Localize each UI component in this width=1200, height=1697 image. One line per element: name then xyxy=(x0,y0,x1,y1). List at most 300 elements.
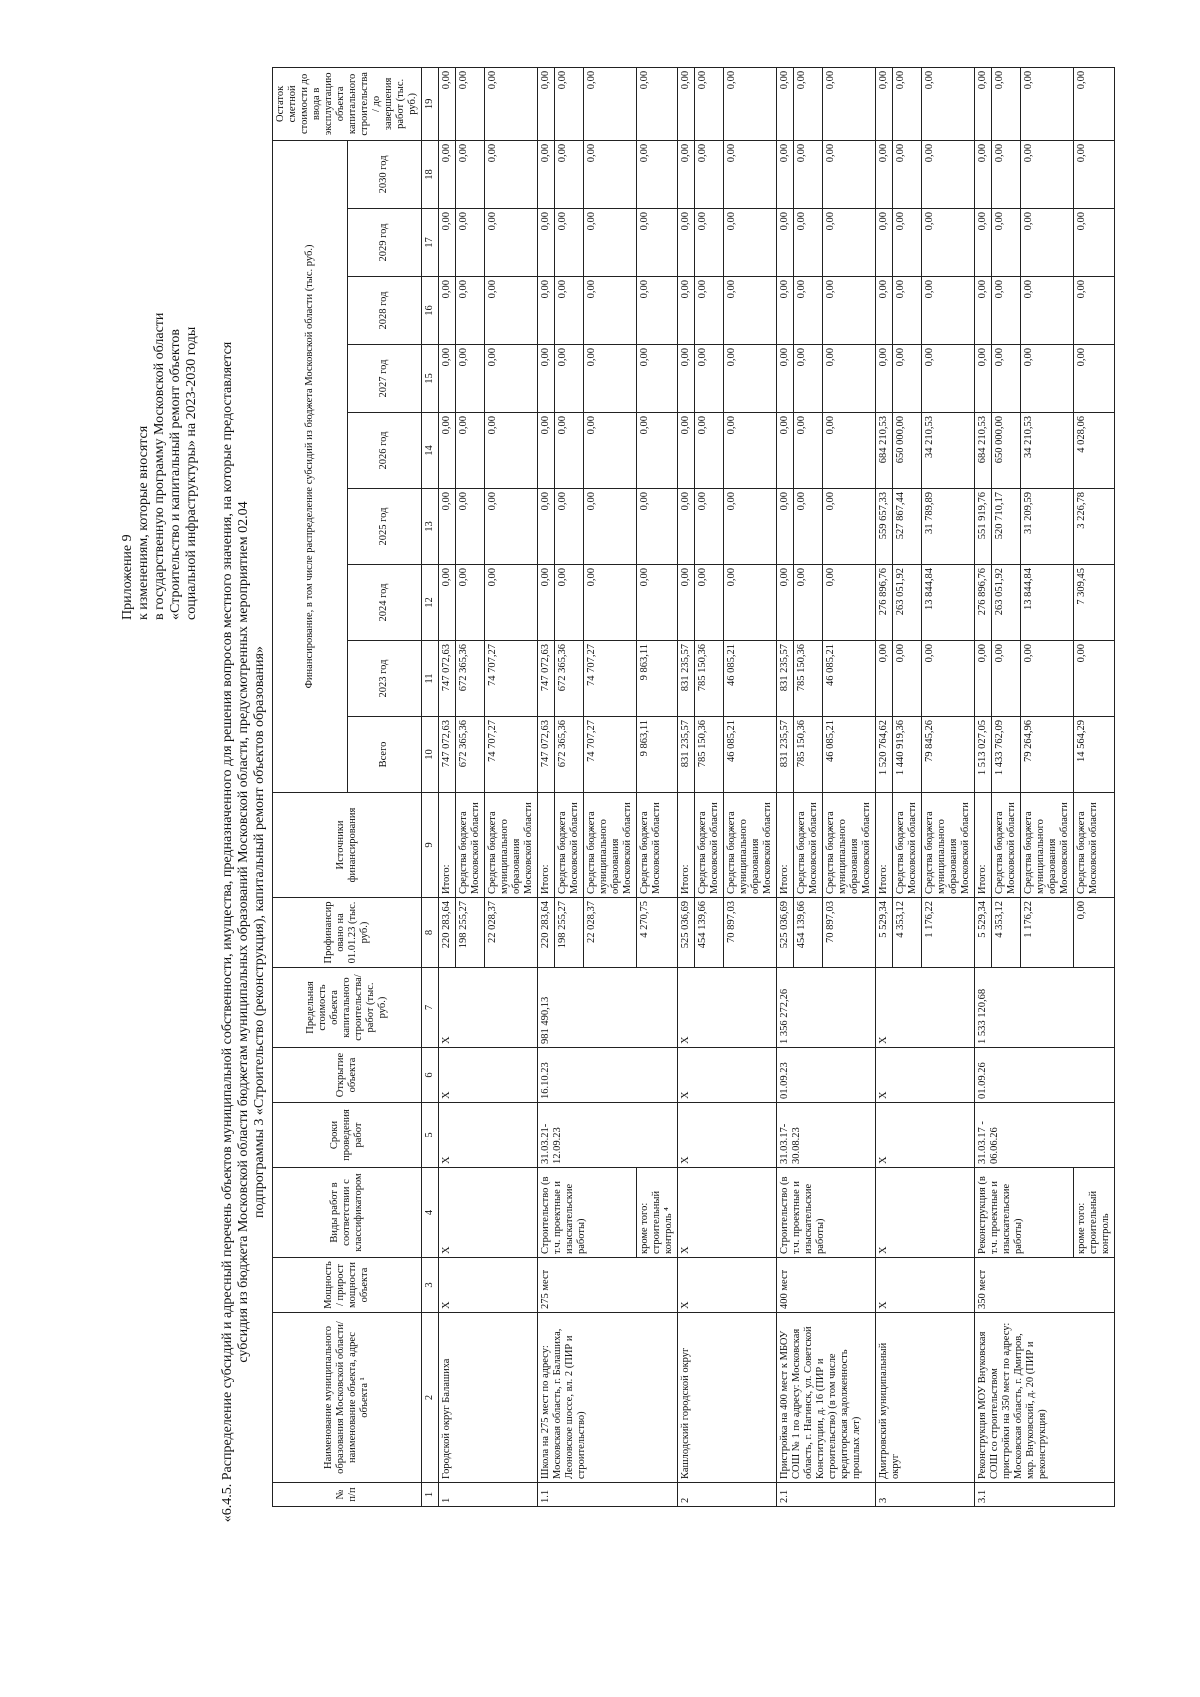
cell-value: 0,00 xyxy=(538,489,555,565)
cell-value: 0,00 xyxy=(893,67,922,140)
cell-value: 0,00 xyxy=(1021,209,1074,277)
col-index: 4 xyxy=(422,1168,439,1258)
cell-value: 0,00 xyxy=(678,140,695,208)
cell-value: 0,00 xyxy=(876,277,893,345)
cell-value: 0,00 xyxy=(439,565,456,641)
appendix-line: к изменениям, которые вносятся xyxy=(136,425,151,620)
row-opening: Х xyxy=(439,1048,538,1103)
cell-value: 0,00 xyxy=(777,277,794,345)
row-source: Итого: xyxy=(876,793,893,898)
cell-value: 0,00 xyxy=(555,67,584,140)
title-line: подпрограммы 3 «Строительство (реконструкция), капитальный ремонт объектов образования» xyxy=(252,646,267,1218)
row-financed: 22 028,37 xyxy=(485,898,538,968)
cell-value: 0,00 xyxy=(538,140,555,208)
cell-value: 0,00 xyxy=(893,277,922,345)
cell-value: 0,00 xyxy=(485,140,538,208)
row-work-type: Х xyxy=(678,1168,777,1258)
cell-value: 74 707,27 xyxy=(584,717,637,793)
row-financed: 1 176,22 xyxy=(922,898,975,968)
row-max-cost: 1 356 272,26 xyxy=(777,968,876,1048)
cell-value: 0,00 xyxy=(538,565,555,641)
cell-value: 0,00 xyxy=(724,345,777,413)
cell-value: 0,00 xyxy=(777,67,794,140)
cell-value: 0,00 xyxy=(777,140,794,208)
row-source: Средства бюджета муниципального образования Московской области xyxy=(922,793,975,898)
cell-value: 0,00 xyxy=(876,209,893,277)
row-financed: 5 529,34 xyxy=(876,898,893,968)
cell-value: 0,00 xyxy=(584,209,637,277)
col-index: 5 xyxy=(422,1103,439,1168)
header-sources: Источники финансирования xyxy=(273,793,422,898)
row-name: Городской округ Балашиха xyxy=(439,1313,538,1483)
cell-value: 0,00 xyxy=(637,140,678,208)
cell-value: 0,00 xyxy=(724,413,777,489)
row-capacity: Х xyxy=(876,1258,975,1313)
cell-value: 9 863,11 xyxy=(637,641,678,717)
cell-value: 46 085,21 xyxy=(823,717,876,793)
cell-value: 559 657,33 xyxy=(876,489,893,565)
row-source: Средства бюджета Московской области xyxy=(637,793,678,898)
cell-value: 747 072,63 xyxy=(538,641,555,717)
cell-value: 0,00 xyxy=(439,413,456,489)
row-financed: 1 176,22 xyxy=(1021,898,1074,968)
cell-value: 0,00 xyxy=(439,209,456,277)
cell-value: 684 210,53 xyxy=(876,413,893,489)
cell-value: 0,00 xyxy=(1074,67,1115,140)
row-max-cost: Х xyxy=(678,968,777,1048)
cell-value: 0,00 xyxy=(695,140,724,208)
row-work-type: Строительство (в т.ч. проектные и изыскательские работы) xyxy=(538,1168,637,1258)
cell-value: 0,00 xyxy=(584,67,637,140)
cell-value: 0,00 xyxy=(823,489,876,565)
cell-value: 0,00 xyxy=(992,345,1021,413)
row-num: 1 xyxy=(439,1483,538,1507)
cell-value: 0,00 xyxy=(485,489,538,565)
cell-value: 650 000,00 xyxy=(992,413,1021,489)
cell-value: 0,00 xyxy=(678,277,695,345)
column-index-row xyxy=(422,67,439,1506)
cell-value: 0,00 xyxy=(555,489,584,565)
row-source: Средства бюджета Московской области xyxy=(893,793,922,898)
header-year: 2025 год xyxy=(347,489,422,565)
cell-value: 1 433 762,09 xyxy=(992,717,1021,793)
cell-value: 14 564,29 xyxy=(1074,717,1115,793)
row-financed: 5 529,34 xyxy=(975,898,992,968)
row-capacity: 275 мест xyxy=(538,1258,678,1313)
cell-value: 0,00 xyxy=(637,489,678,565)
cell-value: 831 235,57 xyxy=(678,717,695,793)
cell-value: 0,00 xyxy=(456,345,485,413)
cell-value: 0,00 xyxy=(637,209,678,277)
cell-value: 276 896,76 xyxy=(975,565,992,641)
cell-value: 0,00 xyxy=(695,345,724,413)
col-index: 6 xyxy=(422,1048,439,1103)
cell-value: 0,00 xyxy=(823,277,876,345)
table-row xyxy=(876,67,893,1506)
cell-value: 0,00 xyxy=(538,277,555,345)
cell-value: 520 710,17 xyxy=(992,489,1021,565)
col-index: 8 xyxy=(422,898,439,968)
cell-value: 0,00 xyxy=(893,345,922,413)
cell-value: 672 365,36 xyxy=(555,717,584,793)
table-row xyxy=(439,67,456,1506)
cell-value: 0,00 xyxy=(1074,277,1115,345)
cell-value: 747 072,63 xyxy=(439,717,456,793)
row-source: Итого: xyxy=(678,793,695,898)
cell-value: 0,00 xyxy=(456,209,485,277)
cell-value: 0,00 xyxy=(456,413,485,489)
row-name: Дмитровский муниципальный округ xyxy=(876,1313,975,1483)
cell-value: 276 896,76 xyxy=(876,565,893,641)
cell-value: 0,00 xyxy=(794,565,823,641)
cell-value: 0,00 xyxy=(1021,345,1074,413)
cell-value: 551 919,76 xyxy=(975,489,992,565)
title-line: субсидия из бюджета Московской области бюджетам муниципальных образований Московской области, предусмотренных мероприятием 02.04 xyxy=(236,501,251,1363)
row-opening: Х xyxy=(876,1048,975,1103)
cell-value: 0,00 xyxy=(485,345,538,413)
row-max-cost: 981 490,13 xyxy=(538,968,678,1048)
row-source: Средства бюджета муниципального образования Московской области xyxy=(823,793,876,898)
cell-value: 0,00 xyxy=(794,489,823,565)
cell-value: 0,00 xyxy=(584,413,637,489)
cell-value: 0,00 xyxy=(724,67,777,140)
cell-value: 672 365,36 xyxy=(456,717,485,793)
row-max-cost: 1 533 120,68 xyxy=(975,968,1115,1048)
row-financed: 198 255,27 xyxy=(555,898,584,968)
row-capacity: Х xyxy=(439,1258,538,1313)
cell-value: 0,00 xyxy=(637,345,678,413)
cell-value: 0,00 xyxy=(584,565,637,641)
cell-value: 0,00 xyxy=(794,277,823,345)
row-max-cost: Х xyxy=(876,968,975,1048)
row-num: 2 xyxy=(678,1483,777,1507)
appendix-line: в государственную программу Московской области xyxy=(152,312,167,620)
row-source: Итого: xyxy=(975,793,992,898)
cell-value: 9 863,11 xyxy=(637,717,678,793)
cell-value: 34 210,53 xyxy=(1021,413,1074,489)
cell-value: 0,00 xyxy=(584,489,637,565)
cell-value: 0,00 xyxy=(695,209,724,277)
row-capacity: 400 мест xyxy=(777,1258,876,1313)
cell-value: 34 210,53 xyxy=(922,413,975,489)
table-row xyxy=(538,67,555,1506)
cell-value: 0,00 xyxy=(695,565,724,641)
cell-value: 672 365,36 xyxy=(456,641,485,717)
header-opening: Открытие объекта xyxy=(273,1048,422,1103)
cell-value: 0,00 xyxy=(538,209,555,277)
header-total: Всего xyxy=(347,717,422,793)
col-index: 15 xyxy=(422,345,439,413)
cell-value: 0,00 xyxy=(794,140,823,208)
cell-value: 0,00 xyxy=(555,140,584,208)
row-opening: 01.09.26 xyxy=(975,1048,1115,1103)
cell-value: 0,00 xyxy=(794,67,823,140)
cell-value: 0,00 xyxy=(584,277,637,345)
cell-value: 263 051,92 xyxy=(992,565,1021,641)
cell-value: 0,00 xyxy=(724,209,777,277)
cell-value: 785 150,36 xyxy=(695,641,724,717)
cell-value: 0,00 xyxy=(922,209,975,277)
row-source: Средства бюджета муниципального образования Московской области xyxy=(1021,793,1074,898)
cell-value: 0,00 xyxy=(584,140,637,208)
header-year: 2026 год xyxy=(347,413,422,489)
cell-value: 0,00 xyxy=(485,67,538,140)
appendix-line: «Строительство и капитальный ремонт объектов xyxy=(168,328,183,620)
cell-value: 0,00 xyxy=(456,277,485,345)
cell-value: 0,00 xyxy=(555,413,584,489)
cell-value: 0,00 xyxy=(1074,140,1115,208)
cell-value: 0,00 xyxy=(456,67,485,140)
row-terms: Х xyxy=(678,1103,777,1168)
row-financed: 454 139,66 xyxy=(695,898,724,968)
cell-value: 74 707,27 xyxy=(485,717,538,793)
cell-value: 0,00 xyxy=(975,140,992,208)
cell-value: 0,00 xyxy=(922,140,975,208)
header-year: 2023 год xyxy=(347,641,422,717)
cell-value: 0,00 xyxy=(876,641,893,717)
cell-value: 650 000,00 xyxy=(893,413,922,489)
row-source: Средства бюджета муниципального образования Московской области xyxy=(485,793,538,898)
cell-value: 31 209,59 xyxy=(1021,489,1074,565)
row-source: Итого: xyxy=(538,793,555,898)
col-index: 1 xyxy=(422,1483,439,1507)
row-financed: 525 036,69 xyxy=(678,898,695,968)
cell-value: 0,00 xyxy=(695,489,724,565)
cell-value: 0,00 xyxy=(777,489,794,565)
cell-value: 0,00 xyxy=(1074,641,1115,717)
row-financed: 4 353,12 xyxy=(992,898,1021,968)
cell-value: 0,00 xyxy=(992,641,1021,717)
cell-value: 0,00 xyxy=(678,345,695,413)
title-line: «6.4.5. Распределение субсидий и адресный перечень объектов муниципальной собственности, имущества, предназначенного для решения вопросов местного значения, на которые предоставляется xyxy=(220,341,235,1523)
cell-value: 4 028,06 xyxy=(1074,413,1115,489)
row-terms: Х xyxy=(439,1103,538,1168)
col-index: 16 xyxy=(422,277,439,345)
cell-value: 74 707,27 xyxy=(485,641,538,717)
cell-value: 0,00 xyxy=(637,413,678,489)
cell-value: 0,00 xyxy=(678,413,695,489)
cell-value: 0,00 xyxy=(485,277,538,345)
cell-value: 0,00 xyxy=(555,277,584,345)
cell-value: 831 235,57 xyxy=(678,641,695,717)
cell-value: 0,00 xyxy=(538,345,555,413)
row-financed: 198 255,27 xyxy=(456,898,485,968)
appendix-line: социальной инфраструктуры» на 2023-2030 годы xyxy=(184,326,199,620)
header-year: 2028 год xyxy=(347,277,422,345)
cell-value: 13 844,84 xyxy=(1021,565,1074,641)
cell-value: 0,00 xyxy=(876,345,893,413)
header-terms: Сроки проведения работ xyxy=(273,1103,422,1168)
cell-value: 0,00 xyxy=(1021,641,1074,717)
col-index: 10 xyxy=(422,717,439,793)
cell-value: 0,00 xyxy=(975,67,992,140)
row-source: Средства бюджета Московской области xyxy=(992,793,1021,898)
cell-value: 0,00 xyxy=(724,277,777,345)
row-terms: 31.03.21-12.09.23 xyxy=(538,1103,678,1168)
row-source: Средства бюджета Московской области xyxy=(695,793,724,898)
row-terms: Х xyxy=(876,1103,975,1168)
col-index: 13 xyxy=(422,489,439,565)
cell-value: 0,00 xyxy=(975,641,992,717)
cell-value: 0,00 xyxy=(439,345,456,413)
row-work-type: Строительство (в т.ч. проектные и изыскательские работы) xyxy=(777,1168,876,1258)
row-source: Средства бюджета муниципального образования Московской области xyxy=(724,793,777,898)
row-work-type-extra: кроме того: строительный контроль xyxy=(1074,1168,1115,1258)
cell-value: 1 440 919,36 xyxy=(893,717,922,793)
cell-value: 0,00 xyxy=(724,140,777,208)
cell-value: 0,00 xyxy=(893,641,922,717)
cell-value: 0,00 xyxy=(777,565,794,641)
row-terms: 31.03.17-30.08.23 xyxy=(777,1103,876,1168)
cell-value: 0,00 xyxy=(678,489,695,565)
header-work-type: Виды работ в соответствии с классификатором xyxy=(273,1168,422,1258)
cell-value: 0,00 xyxy=(538,413,555,489)
cell-value: 785 150,36 xyxy=(695,717,724,793)
row-financed: 70 897,03 xyxy=(823,898,876,968)
cell-value: 74 707,27 xyxy=(584,641,637,717)
header-row xyxy=(273,67,348,1506)
row-source: Итого: xyxy=(777,793,794,898)
cell-value: 3 226,78 xyxy=(1074,489,1115,565)
cell-value: 0,00 xyxy=(777,209,794,277)
row-source: Средства бюджета Московской области xyxy=(555,793,584,898)
cell-value: 46 085,21 xyxy=(724,717,777,793)
row-num: 3 xyxy=(876,1483,975,1507)
cell-value: 79 845,26 xyxy=(922,717,975,793)
col-index: 2 xyxy=(422,1313,439,1483)
row-num: 3.1 xyxy=(975,1483,1115,1507)
cell-value: 0,00 xyxy=(1074,345,1115,413)
row-work-type: Реконструкция (в т.ч. проектные и изыскательские работы) xyxy=(975,1168,1074,1258)
cell-value: 0,00 xyxy=(992,209,1021,277)
cell-value: 0,00 xyxy=(922,277,975,345)
cell-value: 747 072,63 xyxy=(538,717,555,793)
cell-value: 0,00 xyxy=(992,67,1021,140)
row-opening: Х xyxy=(678,1048,777,1103)
cell-value: 0,00 xyxy=(992,140,1021,208)
col-index: 17 xyxy=(422,209,439,277)
col-index: 9 xyxy=(422,793,439,898)
col-index: 11 xyxy=(422,641,439,717)
cell-value: 785 150,36 xyxy=(794,717,823,793)
header-name: Наименование муниципального образования Московской области/ наименование объекта, адрес объекта ¹ xyxy=(273,1313,422,1483)
cell-value: 0,00 xyxy=(456,489,485,565)
cell-value: 0,00 xyxy=(538,67,555,140)
row-financed: 0,00 xyxy=(1074,898,1115,968)
cell-value: 263 051,92 xyxy=(893,565,922,641)
cell-value: 0,00 xyxy=(439,140,456,208)
cell-value: 0,00 xyxy=(485,209,538,277)
cell-value: 0,00 xyxy=(823,413,876,489)
cell-value: 0,00 xyxy=(456,565,485,641)
cell-value: 0,00 xyxy=(823,140,876,208)
row-financed: 220 283,64 xyxy=(439,898,456,968)
cell-value: 0,00 xyxy=(439,277,456,345)
subsidy-table xyxy=(272,67,1115,1507)
cell-value: 0,00 xyxy=(893,209,922,277)
cell-value: 0,00 xyxy=(823,565,876,641)
header-capacity: Мощность/ прирост мощности объекта xyxy=(273,1258,422,1313)
header-year: 2030 год xyxy=(347,140,422,208)
cell-value: 46 085,21 xyxy=(724,641,777,717)
row-source: Средства бюджета муниципального образования Московской области xyxy=(584,793,637,898)
cell-value: 0,00 xyxy=(922,641,975,717)
row-financed: 22 028,37 xyxy=(584,898,637,968)
col-index: 3 xyxy=(422,1258,439,1313)
row-financed: 220 283,64 xyxy=(538,898,555,968)
cell-value: 0,00 xyxy=(992,277,1021,345)
col-index: 14 xyxy=(422,413,439,489)
cell-value: 0,00 xyxy=(794,209,823,277)
cell-value: 0,00 xyxy=(724,489,777,565)
cell-value: 0,00 xyxy=(794,413,823,489)
col-index: 7 xyxy=(422,968,439,1048)
cell-value: 672 365,36 xyxy=(555,641,584,717)
cell-value: 79 264,96 xyxy=(1021,717,1074,793)
row-name: Школа на 275 мест по адресу: Московская область, г. Балашиха, Леоновское шоссе, вл. 2 (ПИР и строительство) xyxy=(538,1313,678,1483)
row-source: Средства бюджета Московской области xyxy=(1074,793,1115,898)
row-num: 2.1 xyxy=(777,1483,876,1507)
row-opening: 01.09.23 xyxy=(777,1048,876,1103)
cell-value: 0,00 xyxy=(893,140,922,208)
cell-value: 0,00 xyxy=(1074,209,1115,277)
cell-value: 527 867,44 xyxy=(893,489,922,565)
cell-value: 0,00 xyxy=(439,67,456,140)
cell-value: 0,00 xyxy=(637,67,678,140)
row-financed: 525 036,69 xyxy=(777,898,794,968)
table-body xyxy=(439,67,1115,1506)
header-max-cost: Предельная стоимость объекта капитального строительства/ работ (тыс. руб.) xyxy=(273,968,422,1048)
header-num: № п/п xyxy=(273,1483,422,1507)
cell-value: 0,00 xyxy=(1021,277,1074,345)
header-financed: Профинансировано на 01.01.23 (тыс. руб.) xyxy=(273,898,422,968)
row-source: Средства бюджета Московской области xyxy=(794,793,823,898)
cell-value: 684 210,53 xyxy=(975,413,992,489)
row-capacity: Х xyxy=(678,1258,777,1313)
row-name: Реконструкция МОУ Внуковская СОШ со строительством пристройки на 350 мест по адресу: Московская область, г. Дмитров, мкр. Внуковский, д. 20 (ПИР и реконструкция) xyxy=(975,1313,1115,1483)
cell-value: 831 235,57 xyxy=(777,641,794,717)
col-index: 18 xyxy=(422,140,439,208)
cell-value: 1 513 027,05 xyxy=(975,717,992,793)
cell-value: 1 520 764,62 xyxy=(876,717,893,793)
row-num: 1.1 xyxy=(538,1483,678,1507)
cell-value: 7 309,45 xyxy=(1074,565,1115,641)
cell-value: 0,00 xyxy=(485,413,538,489)
cell-value: 0,00 xyxy=(922,67,975,140)
appendix-line: Приложение 9 xyxy=(120,534,135,620)
cell-value: 0,00 xyxy=(555,345,584,413)
row-max-cost: Х xyxy=(439,968,538,1048)
header-funding-group: Финансирование, в том числе распределение субсидий из бюджета Московской области (тыс. руб.) xyxy=(273,140,348,792)
cell-value: 831 235,57 xyxy=(777,717,794,793)
table-row xyxy=(678,67,695,1506)
row-work-type-extra: кроме того: строительный контроль ⁴ xyxy=(637,1168,678,1258)
cell-value: 0,00 xyxy=(876,67,893,140)
cell-value: 0,00 xyxy=(777,345,794,413)
row-source: Средства бюджета Московской области xyxy=(456,793,485,898)
cell-value: 0,00 xyxy=(637,277,678,345)
cell-value: 0,00 xyxy=(1021,140,1074,208)
cell-value: 0,00 xyxy=(678,209,695,277)
cell-value: 31 789,89 xyxy=(922,489,975,565)
row-name: Пристройка на 400 мест к МБОУ СОШ № 1 по адресу: Московская область, г. Нагинск, ул. Советской Конституции, д. 16 (ПИР и строительство) (в том числе кредиторская задолженность прошлых лет) xyxy=(777,1313,876,1483)
header-remainder: Остаток сметной стоимости до ввода в эксплуатацию объекта капитального строительства/ до завершения работ (тыс. руб.) xyxy=(273,67,422,140)
cell-value: 0,00 xyxy=(975,277,992,345)
header-year: 2029 год xyxy=(347,209,422,277)
row-work-type: Х xyxy=(439,1168,538,1258)
cell-value: 0,00 xyxy=(678,67,695,140)
cell-value: 0,00 xyxy=(555,209,584,277)
